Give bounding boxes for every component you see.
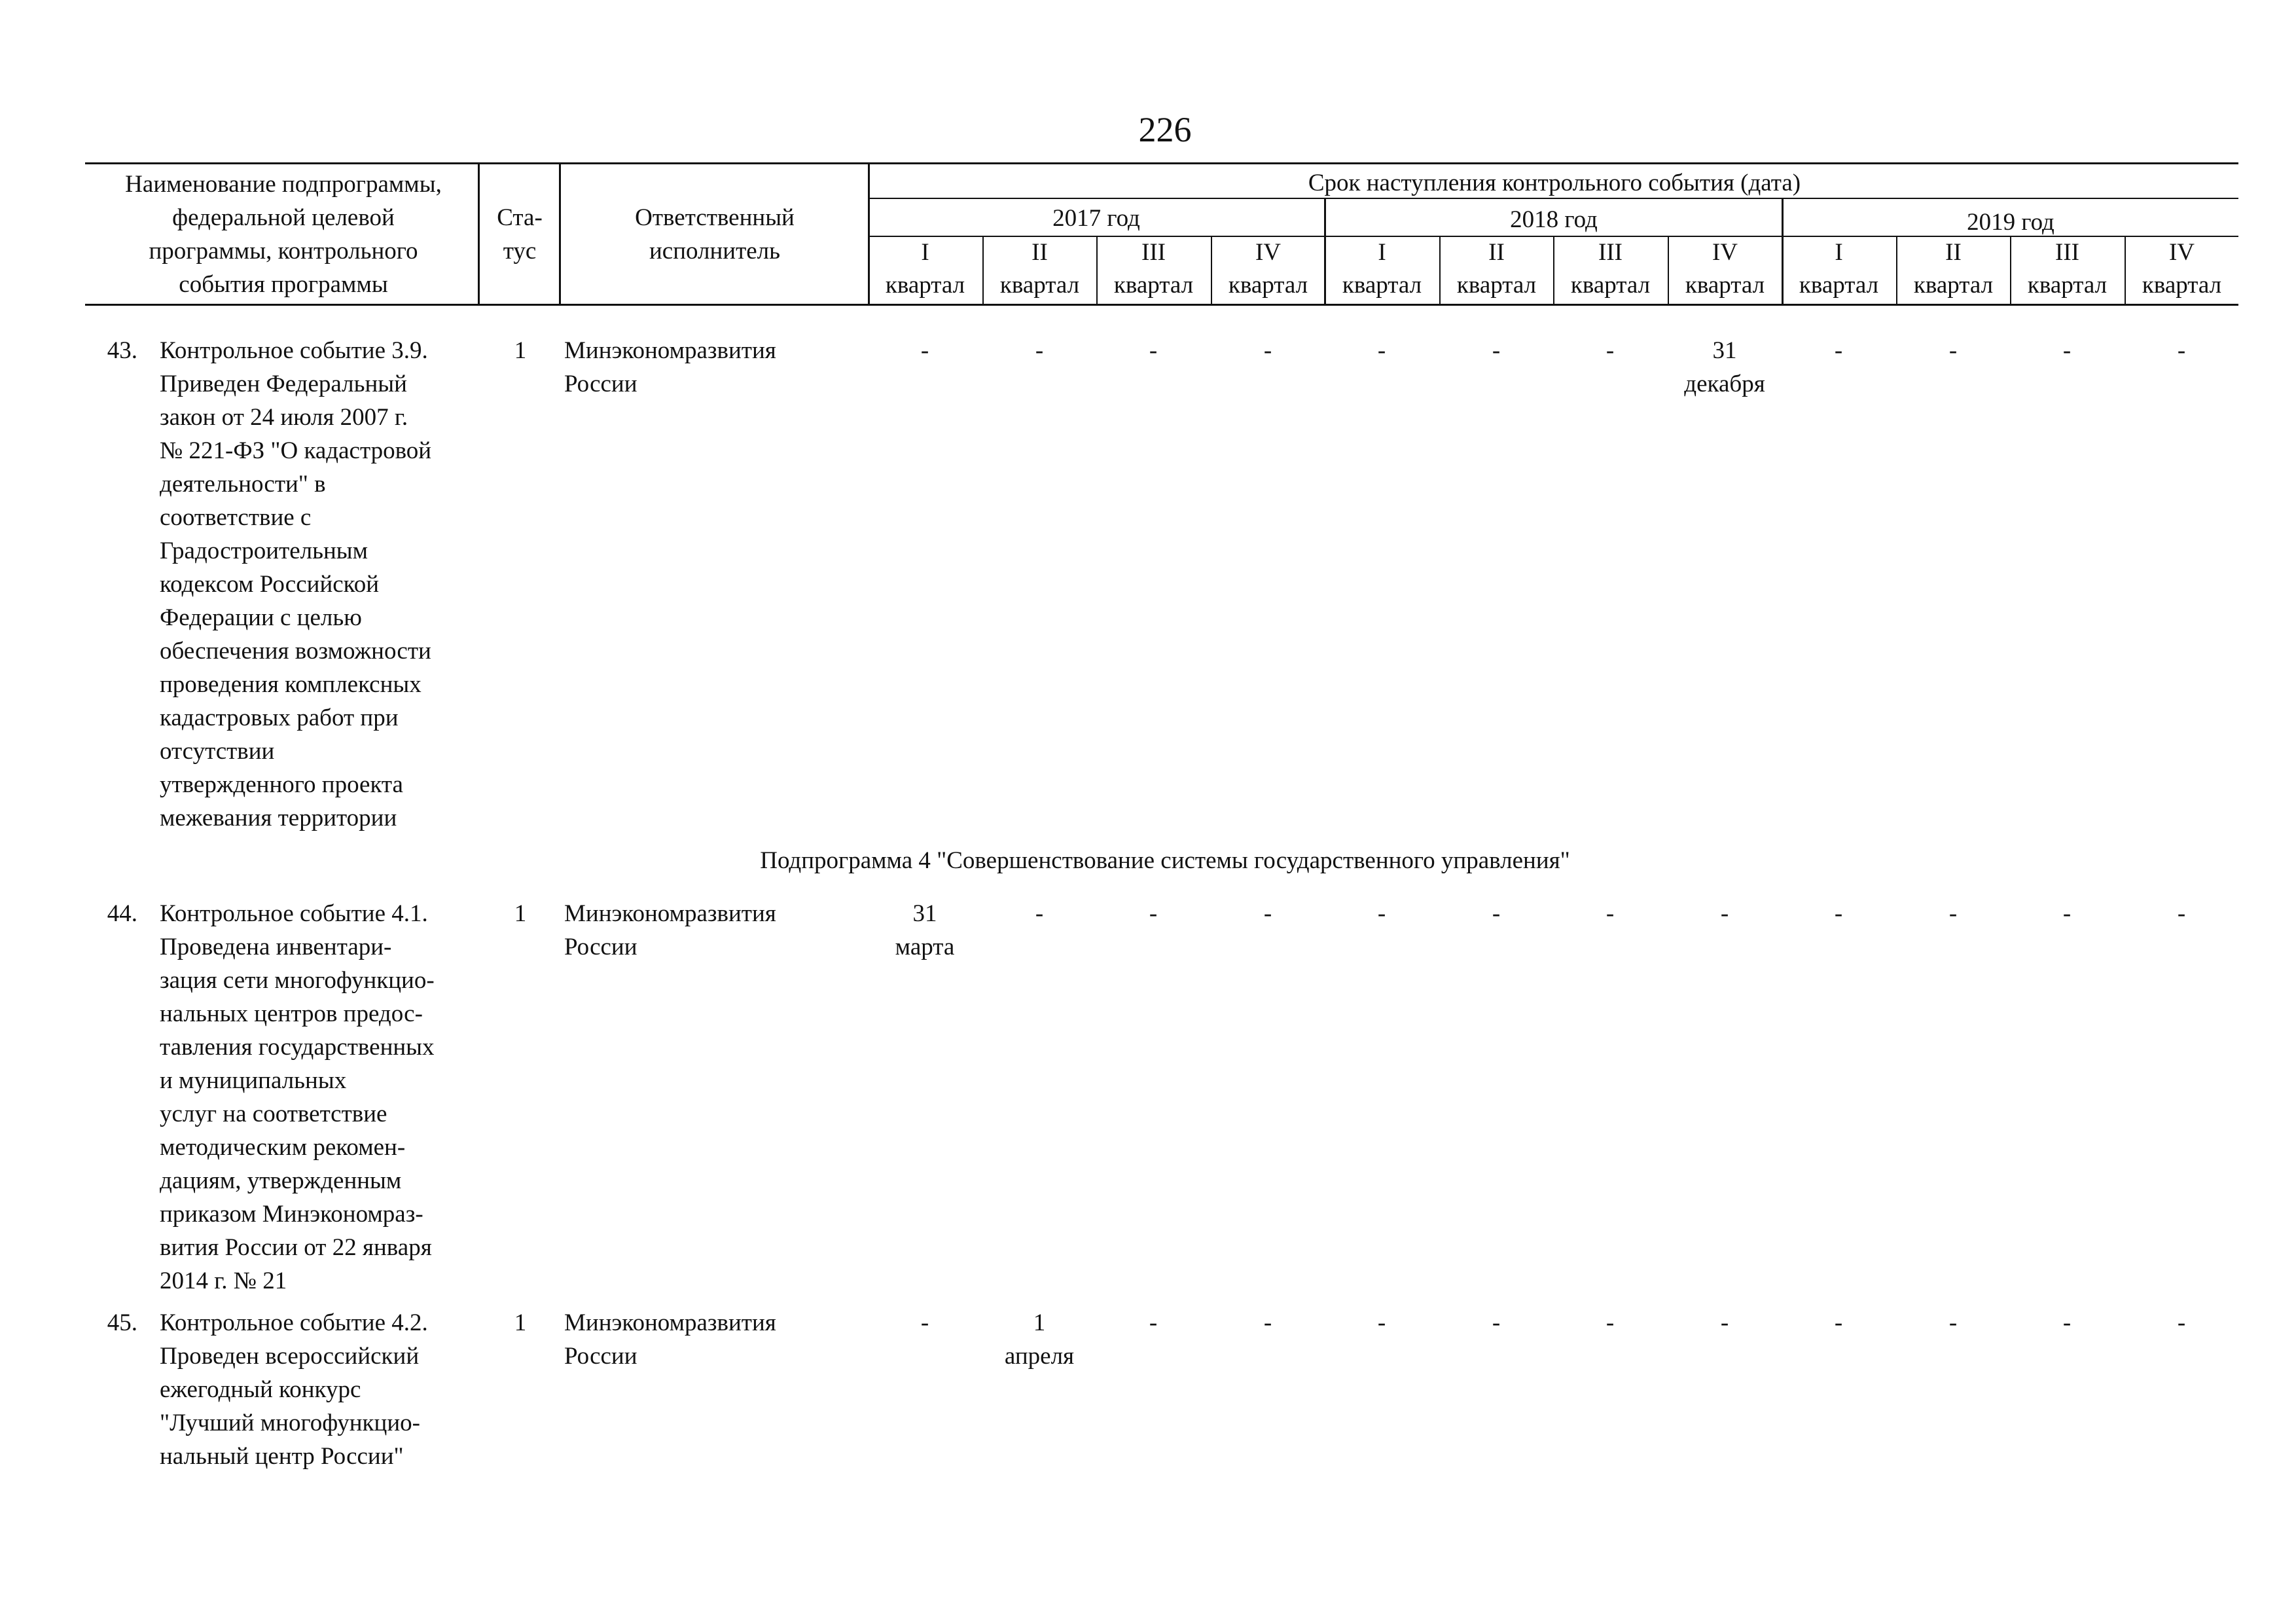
quarter-header-numeral: I [921, 239, 929, 266]
quarter-header-word: квартал [2142, 272, 2222, 299]
event-name-line: приказом Минэкономраз- [160, 1201, 423, 1228]
quarter-date-line: 1 [1033, 1309, 1046, 1336]
event-name-line: кодексом Российской [160, 571, 380, 598]
executor-cell [564, 1306, 839, 1373]
quarter-date-cell [982, 1306, 1096, 1373]
quarter-date-cell [1325, 334, 1439, 367]
quarter-header-numeral: III [1141, 239, 1166, 266]
header-name-line: Наименование подпрограммы, [125, 171, 442, 198]
quarter-date-line: - [2062, 337, 2072, 364]
quarter-header-word: квартал [1570, 272, 1651, 299]
quarter-date-line: - [1377, 1309, 1386, 1336]
header-executor-line: исполнитель [649, 238, 781, 264]
quarter-date-line: - [920, 337, 929, 364]
event-name-line: ежегодный конкурс [160, 1376, 361, 1403]
quarter-date-line: - [2177, 900, 2186, 927]
event-name-line: тавления государственных [160, 1034, 435, 1061]
quarter-date-line: - [1149, 900, 1158, 927]
quarter-header-word: квартал [1228, 272, 1308, 299]
quarter-date-line: - [1605, 900, 1615, 927]
quarter-header-word: квартал [1456, 272, 1537, 299]
quarter-header-numeral: I [1835, 239, 1843, 266]
event-name-line: Контрольное событие 3.9. [160, 337, 428, 364]
header-name-line: федеральной целевой [172, 204, 395, 231]
quarter-header-numeral: II [1945, 239, 1962, 266]
quarter-date-cell [1553, 334, 1667, 367]
quarter-date-line: - [1948, 337, 1958, 364]
executor-cell [564, 334, 839, 401]
quarter-date-line: - [1948, 900, 1958, 927]
quarter-date-cell [1096, 334, 1210, 367]
quarter-date-cell [1782, 334, 1895, 367]
quarter-date-cell [982, 334, 1096, 367]
quarter-date-line: 31 [912, 900, 937, 927]
quarter-date-line: - [1263, 337, 1272, 364]
page-number: 226 [1138, 110, 1192, 149]
quarter-date-line: - [1492, 337, 1501, 364]
quarter-date-cell [1553, 897, 1667, 930]
executor-line: Минэкономразвития [564, 1309, 776, 1336]
quarter-date-cell [1668, 334, 1782, 401]
quarter-header-word: квартал [1113, 272, 1194, 299]
event-name-line: соответствие с [160, 504, 312, 531]
quarter-date-cell [2125, 1306, 2238, 1340]
quarter-date-cell [1211, 334, 1325, 367]
header-year-2019: 2019 год [1967, 209, 2054, 236]
status-cell: 1 [514, 900, 527, 927]
quarter-date-line: - [2062, 900, 2072, 927]
quarter-date-cell [2125, 897, 2238, 930]
quarter-date-cell [1553, 1306, 1667, 1340]
event-name-line: кадастровых работ при [160, 704, 399, 731]
quarter-date-line: - [1377, 337, 1386, 364]
quarter-header-word: квартал [999, 272, 1080, 299]
quarter-date-cell [1896, 1306, 2010, 1340]
quarter-date-cell [1439, 1306, 1553, 1340]
event-name-line: закон от 24 июля 2007 г. [160, 404, 408, 431]
event-name-line: Контрольное событие 4.1. [160, 900, 428, 927]
status-cell: 1 [514, 1309, 527, 1336]
quarter-header-numeral: I [1378, 239, 1386, 266]
quarter-date-cell [2125, 334, 2238, 367]
quarter-date-line: - [1605, 337, 1615, 364]
quarter-date-line: декабря [1684, 371, 1765, 397]
event-name-line: услуг на соответствие [160, 1101, 387, 1127]
quarter-date-cell [1896, 334, 2010, 367]
header-executor-line: Ответственный [635, 204, 795, 231]
quarter-date-line: - [2062, 1309, 2072, 1336]
quarter-date-cell [1668, 1306, 1782, 1340]
quarter-date-cell [1439, 897, 1553, 930]
executor-line: Минэкономразвития [564, 337, 776, 364]
quarter-date-line: - [1035, 900, 1044, 927]
executor-line: России [564, 371, 637, 397]
quarter-header-word: квартал [1799, 272, 1879, 299]
event-name-line: нальных центров предос- [160, 1000, 423, 1027]
header-bottom-rule [85, 304, 2238, 306]
quarter-date-line: - [1035, 337, 1044, 364]
quarter-date-cell [1096, 1306, 1210, 1340]
quarter-date-line: - [1263, 900, 1272, 927]
event-name-line: Проведена инвентари- [160, 934, 392, 960]
quarter-header-numeral: II [1031, 239, 1048, 266]
event-name-line: обеспечения возможности [160, 638, 431, 665]
event-name-line: деятельности" в [160, 471, 326, 498]
quarter-date-line: - [2177, 337, 2186, 364]
header-year-2017: 2017 год [1052, 205, 1140, 232]
divider-name-status [478, 164, 480, 305]
quarter-date-line: - [920, 1309, 929, 1336]
event-name-line: нальный центр России" [160, 1443, 404, 1470]
header-status-line: Ста- [497, 204, 543, 231]
event-name-line: отсутствии [160, 738, 275, 765]
quarter-header-word: квартал [1913, 272, 1994, 299]
event-name [160, 1306, 487, 1473]
event-name [160, 334, 487, 835]
header-deadline-title: Срок наступления контрольного события (дата) [1308, 170, 1801, 196]
event-name-line: Контрольное событие 4.2. [160, 1309, 428, 1336]
quarter-date-line: - [1834, 900, 1843, 927]
event-name-line: вития России от 22 января [160, 1234, 432, 1261]
quarter-date-line: - [1149, 337, 1158, 364]
event-name-line: методическим рекомен- [160, 1134, 406, 1161]
quarter-date-line: - [1720, 1309, 1729, 1336]
quarter-header-numeral: IV [2168, 239, 2195, 266]
quarter-date-line: - [1948, 1309, 1958, 1336]
quarter-header-word: квартал [2027, 272, 2108, 299]
quarter-header-numeral: III [2055, 239, 2079, 266]
executor-cell [564, 897, 839, 964]
quarter-date-cell [1325, 1306, 1439, 1340]
event-name-line: и муниципальных [160, 1067, 347, 1094]
quarter-date-cell [1211, 897, 1325, 930]
quarter-date-line: - [1720, 900, 1729, 927]
event-name-line: Приведен Федеральный [160, 371, 407, 397]
event-name-line: Градостроительным [160, 538, 368, 564]
quarter-date-cell [2010, 897, 2124, 930]
quarter-date-cell [1211, 1306, 1325, 1340]
header-top-rule [85, 162, 2238, 164]
quarter-date-cell [1896, 897, 2010, 930]
row-number: 43. [107, 337, 137, 364]
quarter-date-line: - [1492, 1309, 1501, 1336]
quarter-date-line: - [1834, 1309, 1843, 1336]
quarter-date-line: апреля [1004, 1343, 1075, 1370]
event-name-line: Проведен всероссийский [160, 1343, 420, 1370]
event-name-line: Федерации с целью [160, 604, 362, 631]
quarter-date-line: - [1834, 337, 1843, 364]
quarter-date-cell [1782, 1306, 1895, 1340]
quarter-date-line: - [2177, 1309, 2186, 1336]
header-name-line: события программы [179, 271, 388, 298]
quarter-header-numeral: IV [1712, 239, 1738, 266]
event-name-line: "Лучший многофункцио- [160, 1410, 420, 1436]
quarter-date-line: - [1149, 1309, 1158, 1336]
quarter-date-cell [868, 897, 982, 964]
quarter-date-line: - [1492, 900, 1501, 927]
quarter-header-word: квартал [1685, 272, 1765, 299]
header-year-2018: 2018 год [1510, 206, 1598, 233]
quarter-date-cell [1325, 897, 1439, 930]
quarter-date-cell [1439, 334, 1553, 367]
event-name [160, 897, 487, 1298]
quarter-date-line: - [1605, 1309, 1615, 1336]
event-name-line: межевания территории [160, 805, 397, 831]
quarter-date-cell [868, 1306, 982, 1340]
quarter-date-line: - [1263, 1309, 1272, 1336]
quarter-date-cell [2010, 334, 2124, 367]
quarter-date-cell [868, 334, 982, 367]
event-name-line: дациям, утвержденным [160, 1167, 402, 1194]
quarter-date-cell [1668, 897, 1782, 930]
executor-line: России [564, 934, 637, 960]
event-name-line: утвержденного проекта [160, 771, 403, 798]
quarter-header-numeral: IV [1255, 239, 1282, 266]
event-name-line: зация сети многофункцио- [160, 967, 435, 994]
quarter-date-cell [982, 897, 1096, 930]
quarter-date-line: марта [895, 934, 955, 960]
event-name-line: 2014 г. № 21 [160, 1267, 287, 1294]
event-name-line: № 221-ФЗ "О кадастровой [160, 437, 432, 464]
status-cell: 1 [514, 337, 527, 364]
quarter-header-word: квартал [885, 272, 965, 299]
quarter-header-numeral: III [1598, 239, 1623, 266]
quarter-date-line: - [1377, 900, 1386, 927]
quarter-header-word: квартал [1342, 272, 1422, 299]
event-name-line: проведения комплексных [160, 671, 422, 698]
quarter-date-cell [1782, 897, 1895, 930]
executor-line: России [564, 1343, 637, 1370]
row-number: 45. [107, 1309, 137, 1336]
header-status-line: тус [503, 238, 537, 264]
quarter-date-cell [2010, 1306, 2124, 1340]
header-name-line: программы, контрольного [149, 238, 418, 264]
executor-line: Минэкономразвития [564, 900, 776, 927]
quarter-date-cell [1096, 897, 1210, 930]
subprogram-title: Подпрограмма 4 "Совершенствование системы государственного управления" [760, 847, 1570, 874]
divider-status-executor [559, 164, 561, 305]
quarter-date-line: 31 [1712, 337, 1737, 364]
quarter-header-numeral: II [1488, 239, 1505, 266]
row-number: 44. [107, 900, 137, 927]
